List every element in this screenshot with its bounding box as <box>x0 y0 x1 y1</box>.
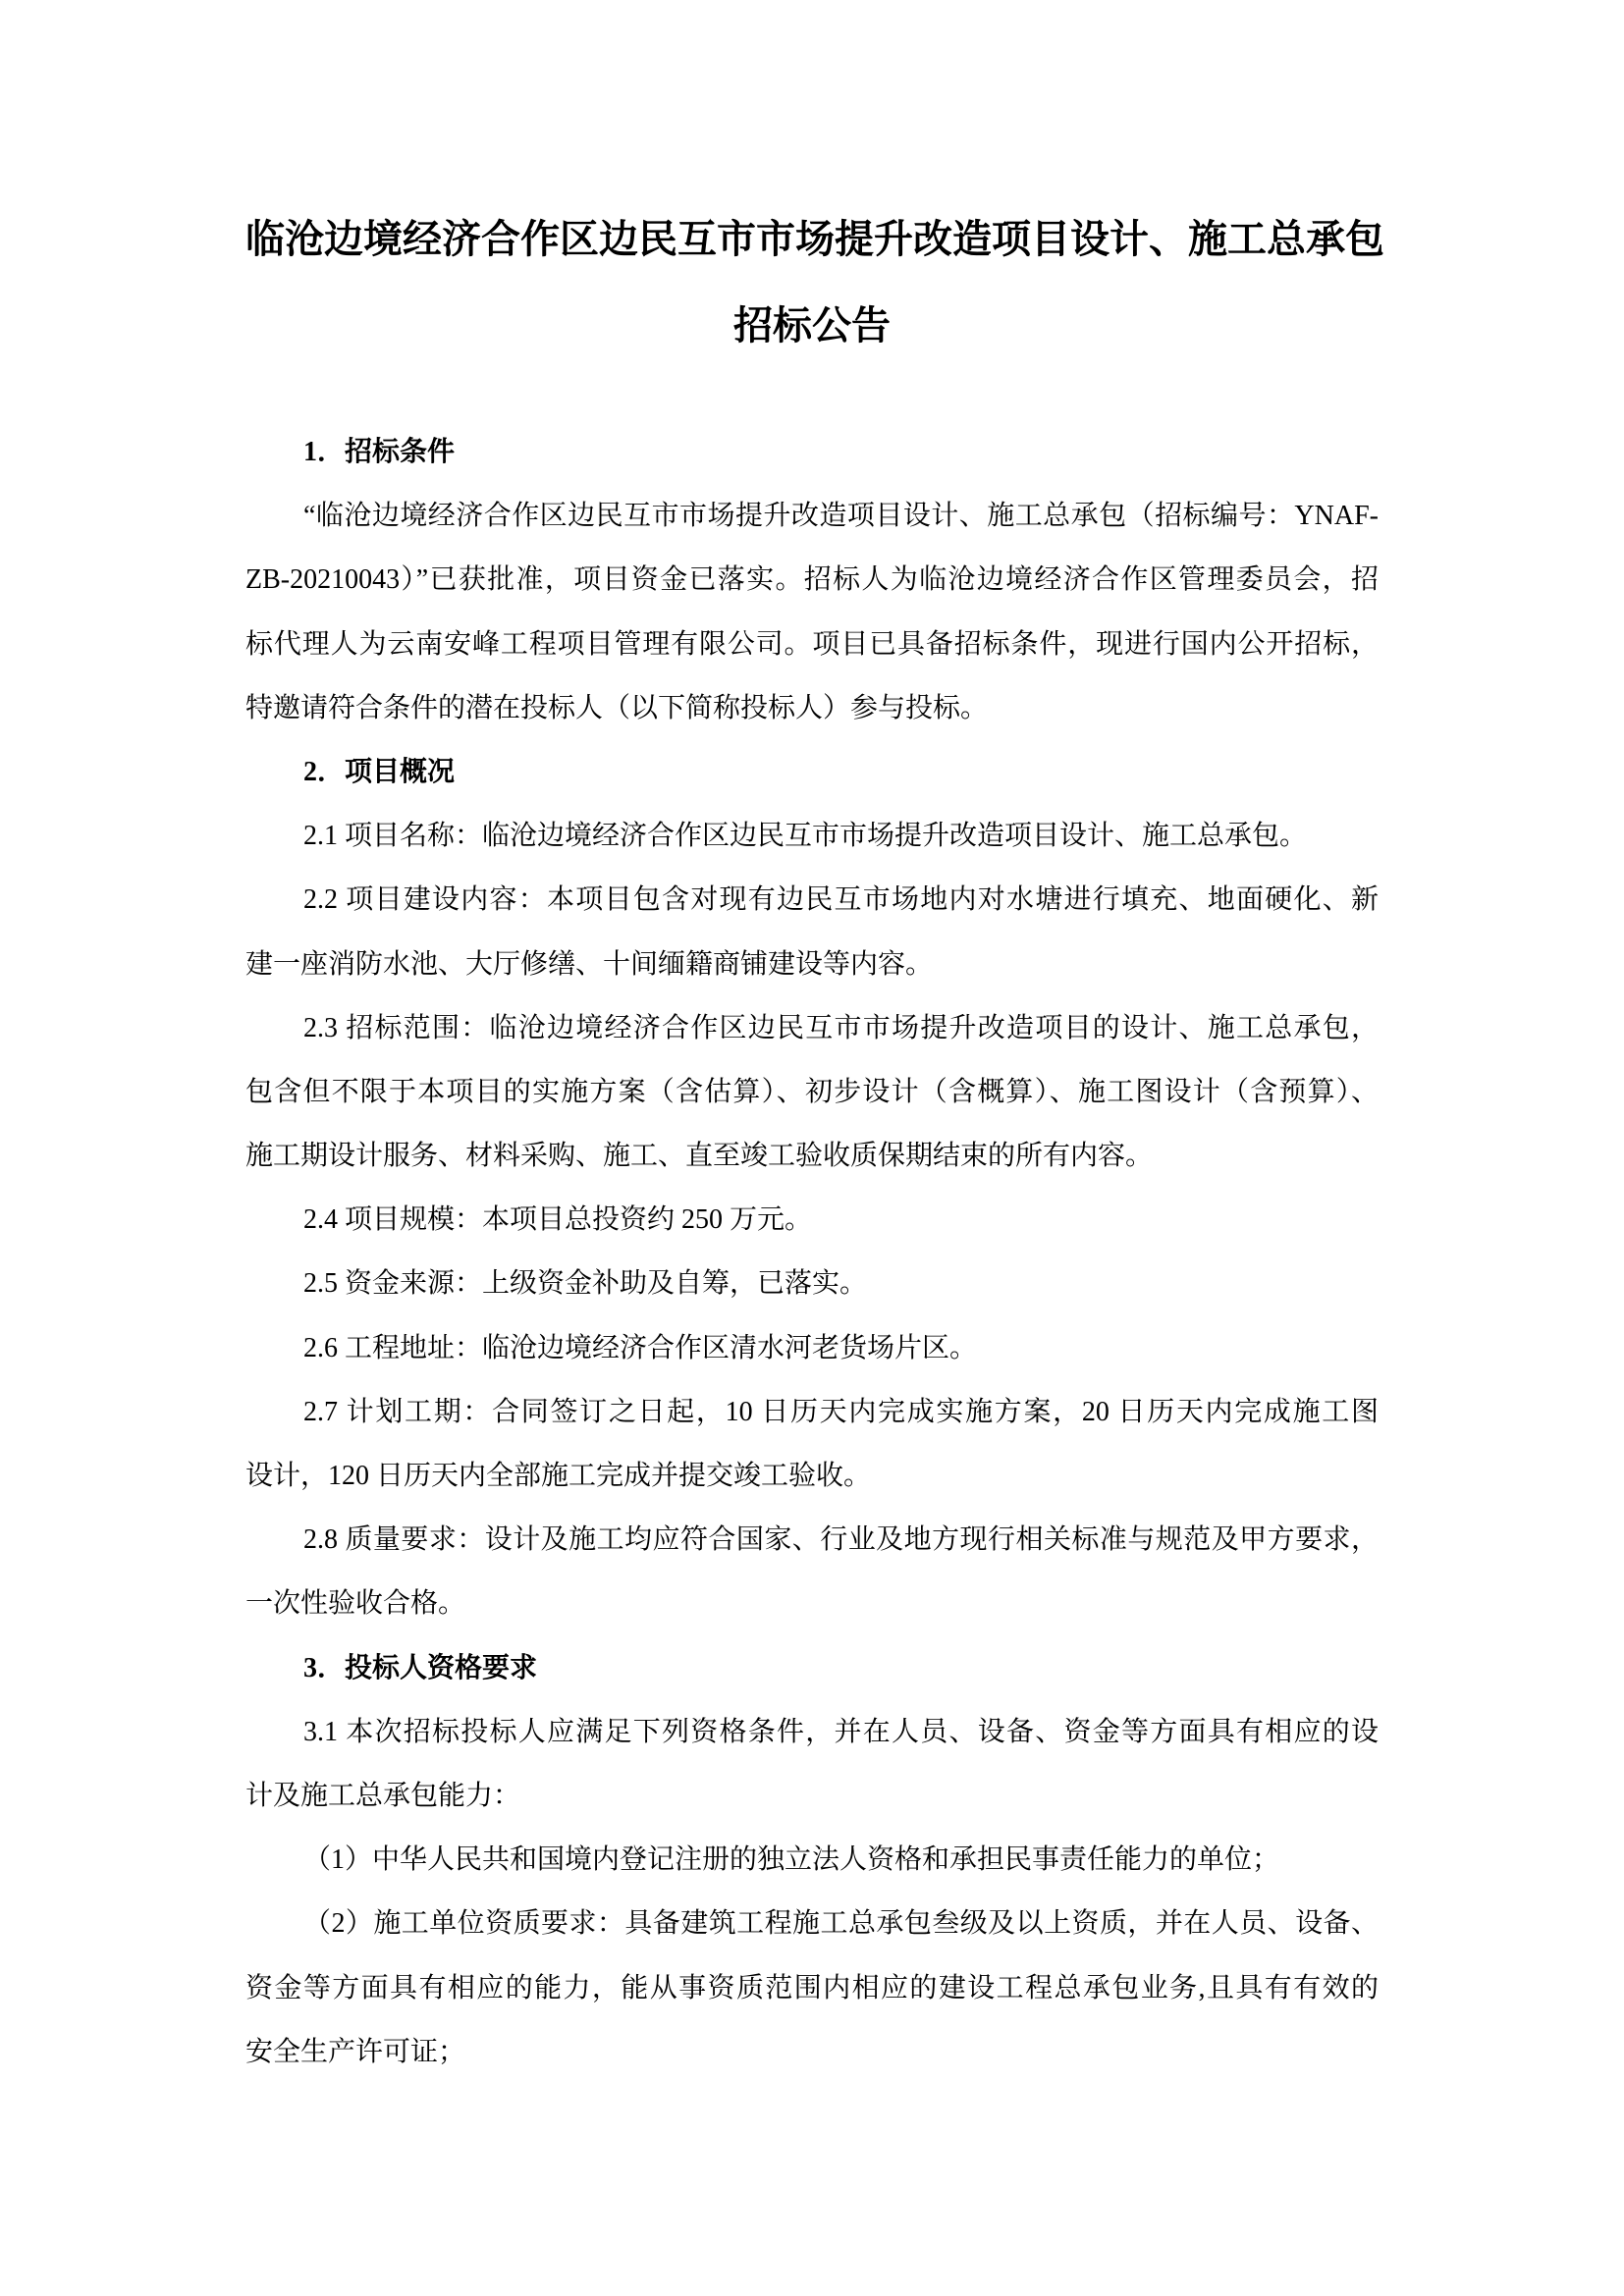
section-2-line: 2.4 项目规模：本项目总投资约 250 万元。 <box>303 1204 813 1236</box>
section-2-line: 2.5 资金来源：上级资金补助及自筹，已落实。 <box>303 1268 868 1300</box>
section-2-line: 2.8 质量要求：设计及施工均应符合国家、行业及地方现行相关标准与规范及甲方要求， <box>303 1524 1379 1556</box>
section-3-line: 安全生产许可证； <box>245 2036 466 2067</box>
section-2-line: 施工期设计服务、材料采购、施工、直至竣工验收质保期结束的所有内容。 <box>245 1141 1154 1172</box>
document-title <box>245 196 1384 369</box>
section-2-heading: 2．项目概况 <box>303 756 456 787</box>
section-3-line: 计及施工总承包能力： <box>245 1780 521 1811</box>
section-3-line: 资金等方面具有相应的能力，能从事资质范围内相应的建设工程总承包业务,且具有有效的 <box>245 1972 1379 2003</box>
document-body <box>245 420 1379 2084</box>
section-3-heading: 3．投标人资格要求 <box>303 1652 538 1683</box>
section-2-line: 2.1 项目名称：临沧边境经济合作区边民互市市场提升改造项目设计、施工总承包。 <box>303 821 1308 852</box>
section-3-line: 3.1 本次招标投标人应满足下列资格条件，并在人员、设备、资金等方面具有相应的设 <box>303 1716 1379 1747</box>
section-1-line: 标代理人为云南安峰工程项目管理有限公司。项目已具备招标条件，现进行国内公开招标， <box>245 628 1379 660</box>
section-2-line: 2.2 项目建设内容：本项目包含对现有边民互市场地内对水塘进行填充、地面硬化、新 <box>303 884 1379 916</box>
section-2-line: 建一座消防水池、大厅修缮、十间缅籍商铺建设等内容。 <box>245 948 934 980</box>
section-1-heading: 1．招标条件 <box>303 437 456 467</box>
section-1-line: ZB-20210043）”已获批准，项目资金已落实。招标人为临沧边境经济合作区管理委员会，招 <box>245 564 1379 596</box>
section-2-line: 包含但不限于本项目的实施方案（含估算）、初步设计（含概算）、施工图设计（含预算）、 <box>245 1076 1379 1107</box>
section-2-line: 一次性验收合格。 <box>245 1588 466 1620</box>
section-1-line: “临沧边境经济合作区边民互市市场提升改造项目设计、施工总承包（招标编号：YNAF- <box>303 501 1379 532</box>
section-3-line: （1）中华人民共和国境内登记注册的独立法人资格和承担民事责任能力的单位； <box>303 1844 1280 1876</box>
section-2-line: 2.7 计划工期：合同签订之日起，10 日历天内完成实施方案，20 日历天内完成施工图 <box>303 1396 1379 1427</box>
document-title-line-1: 临沧边境经济合作区边民互市市场提升改造项目设计、施工总承包 <box>245 217 1384 261</box>
section-2-line: 2.3 招标范围：临沧边境经济合作区边民互市市场提升改造项目的设计、施工总承包， <box>303 1012 1379 1043</box>
section-2-line: 2.6 工程地址：临沧边境经济合作区清水河老货场片区。 <box>303 1332 978 1363</box>
section-2-line: 设计，120 日历天内全部施工完成并提交竣工验收。 <box>245 1461 872 1491</box>
document-title-line-2: 招标公告 <box>733 303 891 347</box>
section-3-line: （2）施工单位资质要求：具备建筑工程施工总承包叁级及以上资质，并在人员、设备、 <box>303 1908 1379 1940</box>
section-1-line: 特邀请符合条件的潜在投标人（以下简称投标人）参与投标。 <box>245 692 989 723</box>
